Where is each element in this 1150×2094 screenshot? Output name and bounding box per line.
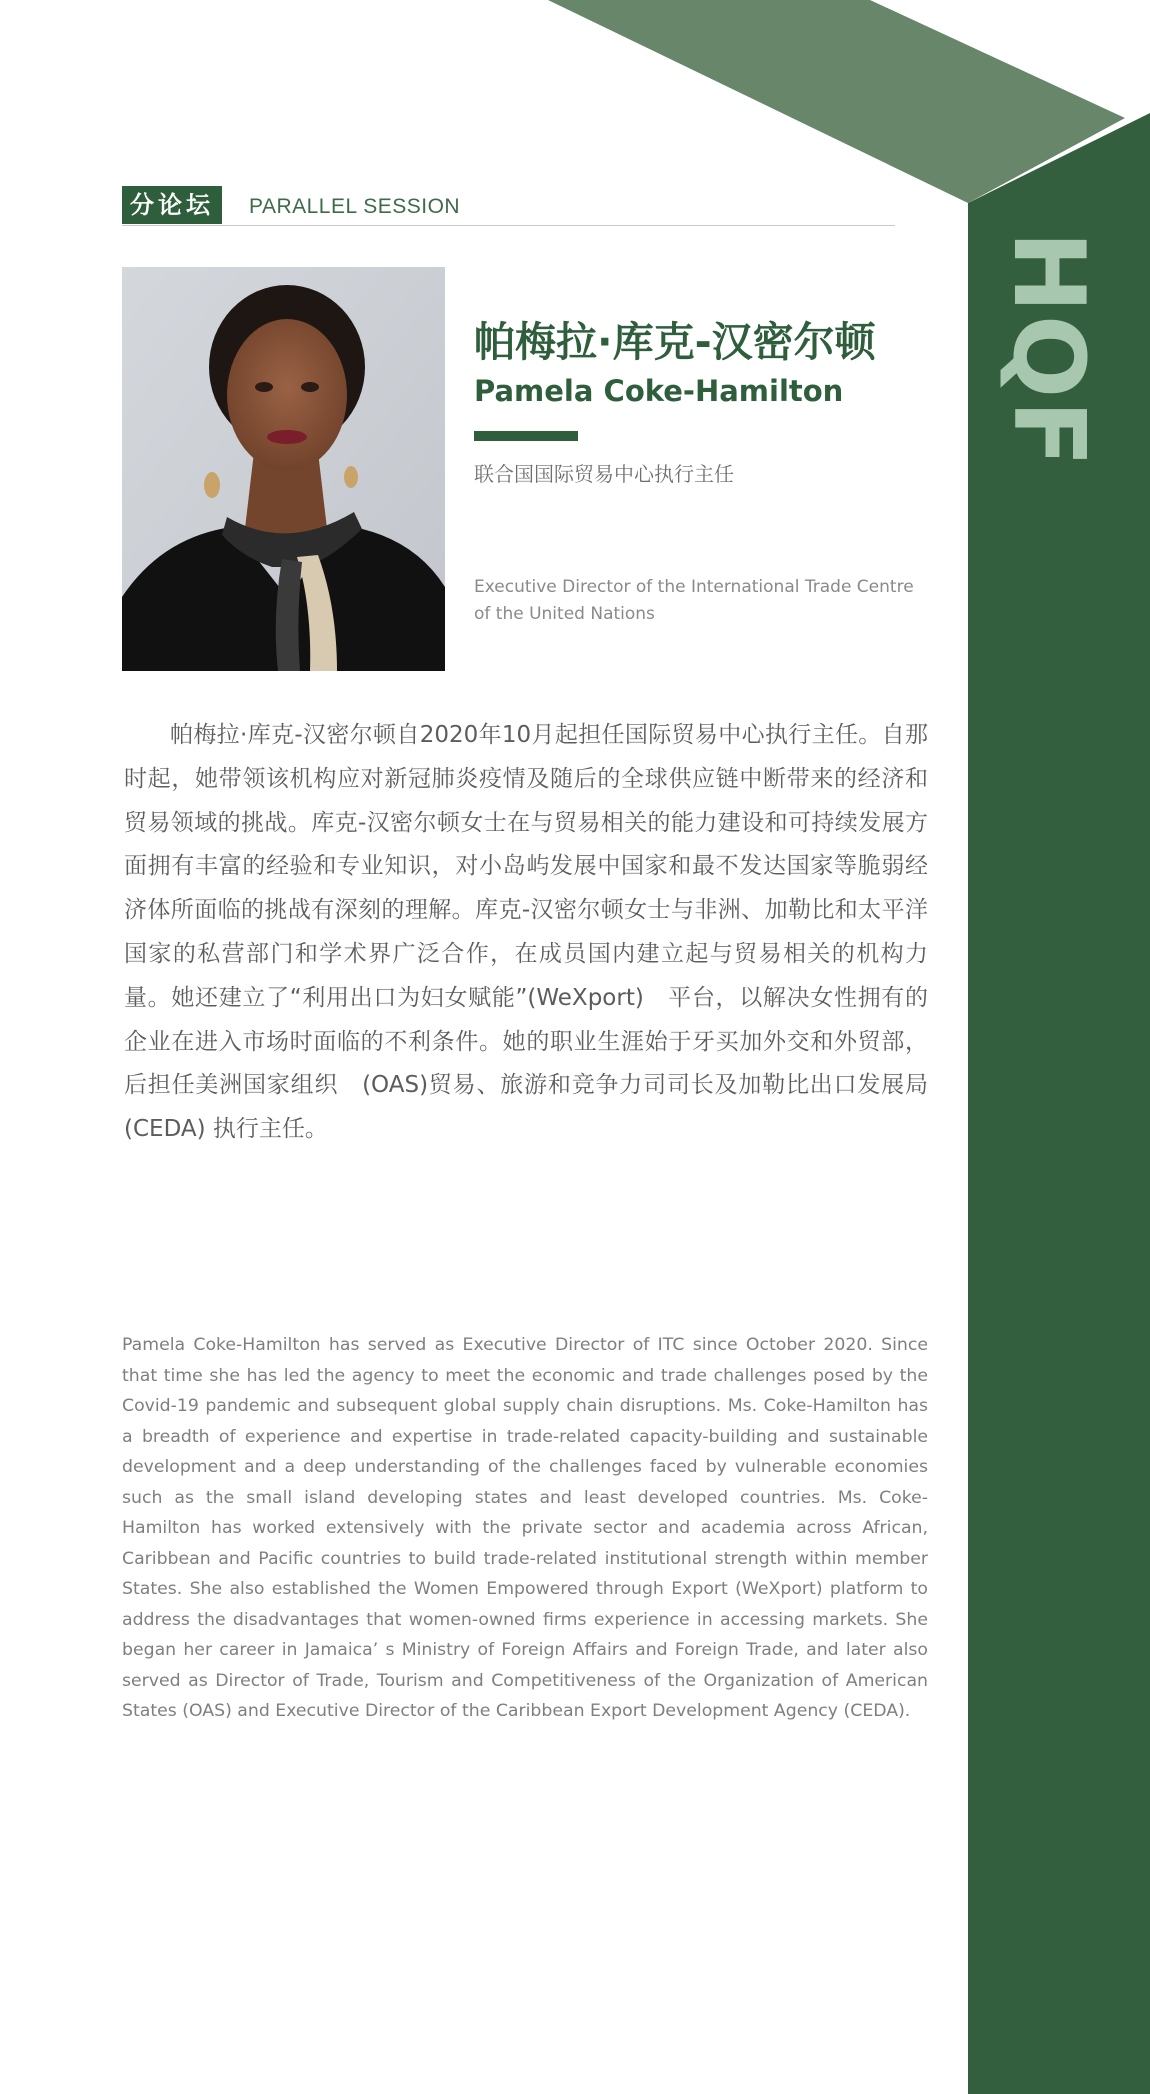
hqf-side-label: HQF [991, 230, 1105, 470]
portrait-photo-icon [122, 267, 445, 671]
bio-paragraph-en: Pamela Coke-Hamilton has served as Executive Director of ITC since October 2020. Since that time she has led the agency to meet the economic and trade challenges posed by the Covid-19 pandemic and subsequent global supply chain disruptions. Ms. Coke-Hamilton has a breadth of experience and expertise in trade-related capacity-building and sustainable development and a deep understanding of the challenges faced by vulnerable economies such as the small island developing states and least developed countries. Ms. Coke-Hamilton has worked extensively with the private sector and academia across African, Caribbean and Pacific countries to build trade-related institutional strength within member States. She also established the Women Empowered through Export (WeXport) platform to address the disadvantages that women-owned firms experience in accessing markets. She began her career in Jamaica’ s Ministry of Foreign Affairs and Foreign Trade, and later also served as Director of Trade, Tourism and Competitiveness of the Organization of American States (OAS) and Executive Director of the Caribbean Export Development Agency (CEDA). [122, 1335, 928, 1721]
speaker-title-cn: 联合国国际贸易中心执行主任 [474, 462, 734, 486]
bio-paragraph-cn: 帕梅拉·库克-汉密尔顿自2020年10月起担任国际贸易中心执行主任。自那时起，她带领该机构应对新冠肺炎疫情及随后的全球供应链中断带来的经济和贸易领域的挑战。库克-汉密尔顿女士在与贸易相关的能力建设和可持续发展方面拥有丰富的经验和专业知识，对小岛屿发展中国家和最不发达国家等脆弱经济体所面临的挑战有深刻的理解。库克-汉密尔顿女士与非洲、加勒比和太平洋国家的私营部门和学术界广泛合作，在成员国内建立起与贸易相关的机构力量。她还建立了“利用出口为妇女赋能”(WeXport) 平台，以解决女性拥有的企业在进入市场时面临的不利条件。她的职业生涯始于牙买加外交和外贸部，后担任美洲国家组织 (OAS)贸易、旅游和竞争力司司长及加勒比出口发展局 (CEDA) 执行主任。 [124, 722, 928, 1143]
session-label-cn: 分论坛 [122, 186, 222, 224]
session-header [122, 186, 895, 226]
name-underline [474, 431, 578, 441]
speaker-title-en: Executive Director of the International Trade Centre of the United Nations [474, 577, 914, 624]
speaker-photo [122, 267, 445, 671]
speaker-name-cn: 帕梅拉·库克-汉密尔顿 [474, 318, 876, 366]
session-label-en: PARALLEL SESSION [249, 195, 461, 218]
speaker-name-en: Pamela Coke-Hamilton [474, 374, 844, 408]
